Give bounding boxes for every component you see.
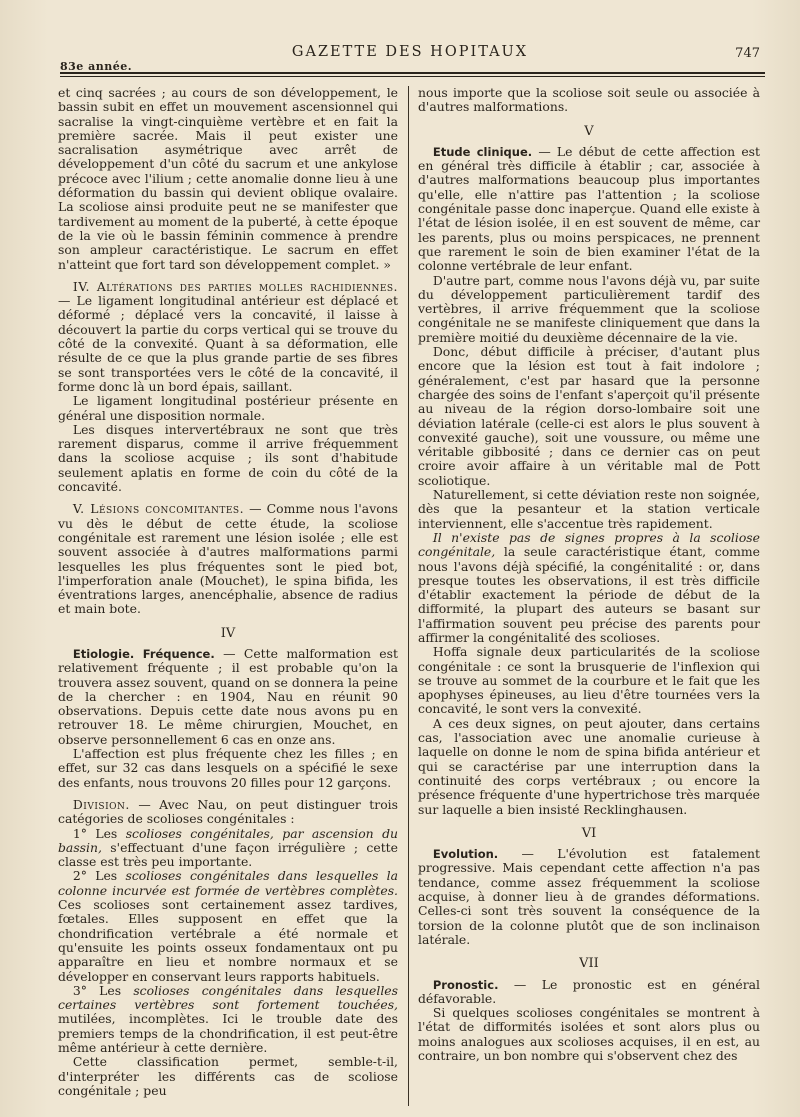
paragraph: Donc, début difficile à préciser, d'autant plus encore que la lésion est tout à fait indolore ; généralement, c'est par hasard que la personne chargée des soins de l'enfant s'aperçoit qu'il présente au niveau de la région dorso-lombaire soit une déviation latérale (celle-ci est alors le plus souvent à convexité gauche), soit une voussure, ou même une véritable gibbosité ; dans ce dernier cas on peut croire avoir affaire à un véritable mal de Pott scoliotique. (418, 344, 760, 488)
paragraph: Si quelques scolioses congénitales se montrent à l'état de difformités isolées et sont alors plus ou moins analogues aux scolioses acquises, il en est, au contraire, un bon nombre qui s'observent chez des (418, 1005, 760, 1063)
pronostic-paragraph: Pronostic. — Le pronostic est en général défavorable. (418, 976, 760, 1006)
left-column (58, 86, 398, 1098)
etude-clinique-paragraph: Etude clinique. — Le début de cette affection est en général très difficile à établir ; car, associée à d'autres malformations beaucoup plus importantes qu'elle, elle n'attire pas l'attention ; la scoliose congénitale passe donc inaperçue. Quand elle existe à l'état de lésion isolée, il en est souvent de même, car les parents, plus ou moins perspicaces, ne prennent que rarement le soin de bien examiner l'état de la colonne vertébrale de leur enfant. (418, 143, 760, 274)
paragraph: A ces deux signes, on peut ajouter, dans certains cas, l'association avec une anomalie curieuse à laquelle on donne le nom de spina bifida antérieur et qui se caractérise par une interruption dans la continuité des corps vertébraux ; ou encore la présence fréquente d'une hypertrichose très marquée sur laquelle a bien insisté Recklinghausen. (418, 715, 760, 817)
division-paragraph: Division. — Avec Nau, on peut distinguer trois catégories de scolioses congénitales : (58, 796, 398, 827)
column-divider (408, 86, 409, 1106)
paragraph: Il n'existe pas de signes propres à la scoliose congénitale, la seule caractéristique étant, comme nous l'avons déjà spécifié, la congénitalité : or, dans presque toutes les observations, il est très difficile d'établir exactement la période de début de la difformité, la plupart des auteurs se basant sur l'affirmation souvent peu précise des parents pour affirmer la congénitalité des scolioses. (418, 529, 760, 645)
page-number: 747 (735, 46, 760, 61)
issue-year: 83e année. (60, 60, 133, 73)
list-item: 1° Les scolioses congénitales, par ascension du bassin, s'effectuant d'une façon irrégulière ; cette classe est très peu importante. (58, 825, 398, 870)
section-heading: V. Lésions concomitantes. (72, 501, 245, 517)
roman-numeral-heading: VI (581, 825, 597, 841)
paragraph: nous importe que la scoliose soit seule ou associée à d'autres malformations. (418, 85, 760, 115)
roman-numeral-heading: VII (579, 956, 599, 972)
section-heading: Evolution. (432, 847, 499, 862)
section-heading: Etude clinique. (432, 144, 533, 159)
section-v-paragraph: V. Lésions concomitantes. — Comme nous l'avons vu dès le début de cette étude, la scoliose congénitale est rarement une lésion isolée ; elle est souvent associée à d'autres malformations parmi lesquelles les plus fréquentes sont le pied bot, l'imperforation anale (Mouchet), le spina bifida, les éventrations larges, anencéphalie, absence de radius et main bote. (58, 501, 398, 617)
section-heading: Pronostic. (432, 977, 499, 992)
section-iv-paragraph: IV. Altérations des parties molles rachidiennes. — Le ligament longitudinal antérieur est déplacé et déformé ; déplacé vers la concavité, il laisse à découvert la partie du corps vertical qui se trouve du côté de la convexité. Quant à sa déformation, elle résulte de ce que la plus grande partie de ses fibres se sont transportées vers le côté de la concavité, il forme donc là un bord épais, saillant. (58, 278, 398, 394)
list-item: 2° Les scolioses congénitales dans lesquelles la colonne incurvée est formée de vertèbres complètes. Ces scolioses sont certainement assez tardives, fœtales. Elles supposent en effet que la chondrification vertébrale a été normale et qu'ensuite les points osseux fondamentaux ont pu apparaître en lieu et nombre normaux et se développer en conservant leurs rapports habituels. (58, 868, 398, 984)
evolution-paragraph: Evolution. — L'évolution est fatalement progressive. Mais cependant cette affection n'a pas tendance, comme assez fréquemment la scoliose acquise, à donner lieu à de grandes déformations. Celles-ci sont très souvent la conséquence de la torsion de la colonne plutôt que de son inclinaison latérale. (418, 846, 760, 947)
paragraph: Naturellement, si cette déviation reste non soignée, dès que la pesanteur et la station verticale interviennent, elle s'accentue très rapidement. (418, 487, 760, 531)
section-heading: IV. Altérations des parties molles rachidiennes. (72, 278, 398, 294)
paragraph: D'autre part, comme nous l'avons déjà vu, par suite du développement particulièrement tardif des vertèbres, il arrive fréquemment que la scoliose congénitale ne se manifeste cliniquement que dans la première moitié du deuxième décennaire de la vie. (418, 272, 760, 345)
list-item: 3° Les scolioses congénitales dans lesquelles certaines vertèbres sont fortement touchées, mutilées, incomplètes. Ici le trouble date des premiers temps de la chondrification, il est peut-être même antérieur à cette dernière. (58, 982, 398, 1055)
roman-numeral-heading: V (584, 123, 594, 139)
journal-title: GAZETTE DES HOPITAUX (291, 44, 529, 60)
header-rule-thick (60, 72, 765, 74)
paragraph: Hoffa signale deux particularités de la scoliose congénitale : ce sont la brusquerie de l'inflexion qui se trouve au sommet de la courbure et le fait que les apophyses épineuses, au lieu d'être tournées vers la concavité, le sont vers la convexité. (418, 644, 760, 717)
page-header (60, 40, 760, 73)
section-heading: Etiologie. Fréquence. (72, 646, 215, 661)
paragraph: L'affection est plus fréquente chez les filles ; en effet, sur 32 cas dans lesquels on a spécifié le sexe des enfants, nous trouvons 20 filles pour 12 garçons. (58, 746, 398, 790)
header-rule-thin (60, 76, 765, 77)
etiologie-paragraph: Etiologie. Fréquence. — Cette malformation est relativement fréquente ; il est probable qu'on la trouvera assez souvent, quand on se donnera la peine de la chercher : en 1904, Nau en réunit 90 observations. Depuis cette date nous avons pu en retrouver 18. Le même chirurgien, Mouchet, en observe personnellement 6 cas en onze ans. (58, 645, 398, 747)
roman-numeral-heading: IV (220, 625, 236, 641)
paragraph: Cette classification permet, semble-t-il, d'interpréter les différents cas de scoliose congénitale ; peu (58, 1054, 398, 1098)
section-heading: Division. (72, 796, 130, 812)
paragraph: et cinq sacrées ; au cours de son développement, le bassin subit en effet un mouvement ascensionnel qui sacralise la vingt-cinquième vertèbre et en fait la première sacrée. Mais il peut exister une sacralisation asymétrique avec arrêt de développement d'un côté du sacrum et une ankylose précoce avec l'ilium ; cette anomalie donne lieu à une déformation du bassin qui devient oblique ovalaire. La scoliose ainsi produite peut ne se manifester que tardivement au moment de la puberté, à cette époque de la vie où le bassin féminin commence à prendre son ampleur caractéristique. Le sacrum en effet n'atteint que fort tard son développement complet. » (58, 85, 398, 272)
paragraph: Le ligament longitudinal postérieur présente en général une disposition normale. (58, 393, 398, 423)
paragraph: Les disques intervertébraux ne sont que très rarement disparus, comme il arrive fréquemment dans la scoliose acquise ; ils sont d'habitude seulement aplatis en forme de coin du côté de la concavité. (58, 421, 398, 495)
right-column (418, 86, 760, 1063)
